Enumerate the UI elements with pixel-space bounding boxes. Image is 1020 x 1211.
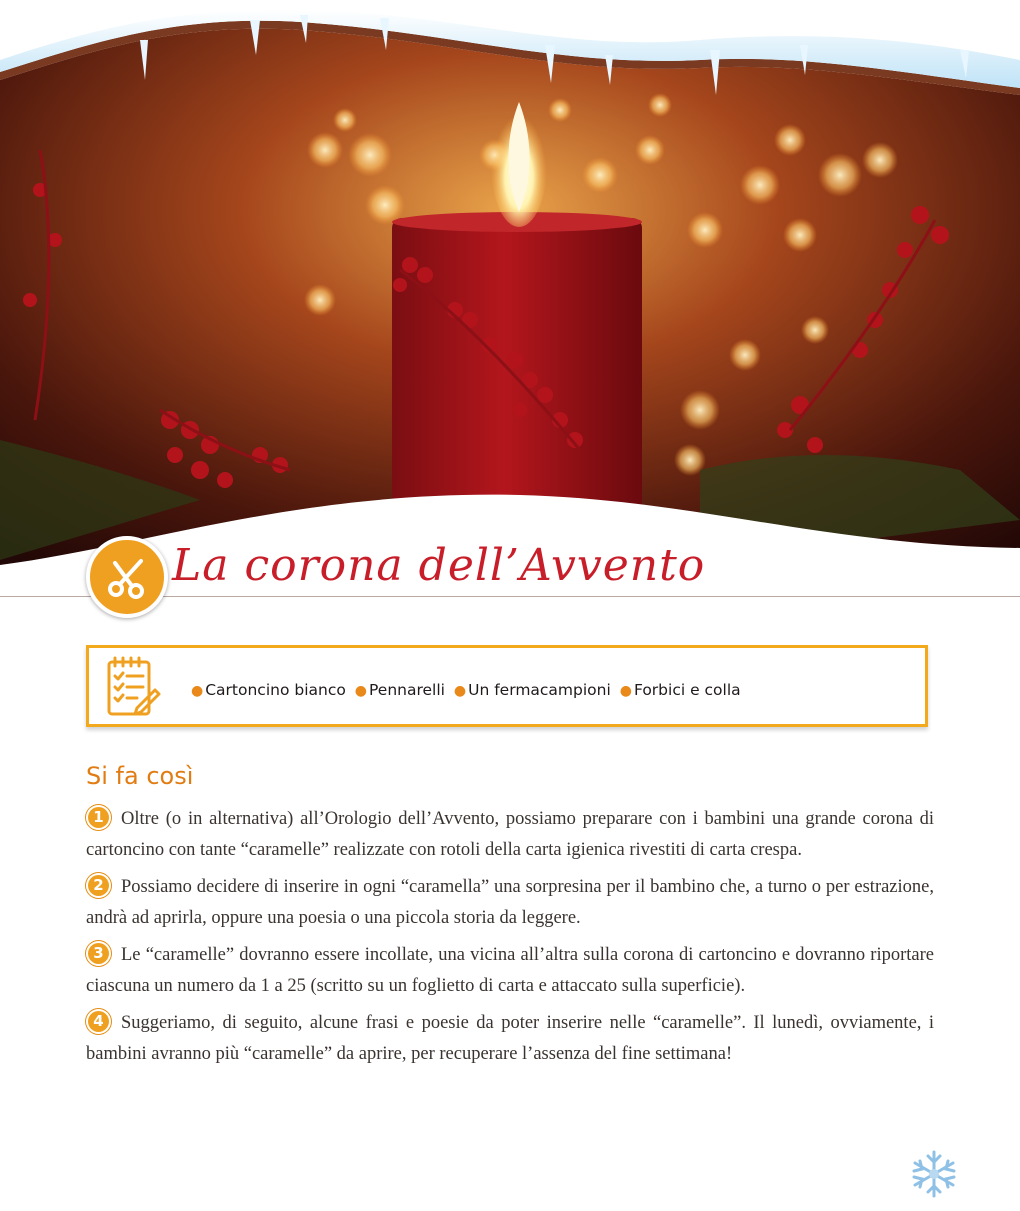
materials-list: ● Cartoncino bianco ● Pennarelli ● Un fermacampioni ● Forbici e colla xyxy=(191,681,741,699)
material-item: Un fermacampioni xyxy=(468,681,611,699)
activity-badge xyxy=(86,536,168,618)
checklist-pencil-icon xyxy=(103,656,163,720)
hero-candle-photo xyxy=(0,0,1020,600)
step-number: 1 xyxy=(86,805,111,830)
step-number: 2 xyxy=(86,873,111,898)
step-text: Possiamo decidere di inserire in ogni “caramella” una sorpresina per il bambino che, a turno o per estrazione, andrà ad aprirla, oppure una poesia o una piccola storia da leggere. xyxy=(86,877,934,928)
step-text: Oltre (o in alternativa) all’Orologio dell’Avvento, possiamo preparare con i bambini una grande corona di cartoncino con tante “caramelle” realizzate con rotoli della carta igienica rivestiti di carta crespa. xyxy=(86,809,934,860)
snowflake-icon xyxy=(908,1148,960,1200)
page-title: La corona dell’Avvento xyxy=(172,540,706,591)
steps-list xyxy=(86,804,934,1076)
material-item: Forbici e colla xyxy=(633,681,741,699)
step-item xyxy=(86,804,934,866)
materials-box xyxy=(86,645,928,727)
step-item xyxy=(86,940,934,1002)
step-number: 4 xyxy=(86,1009,111,1034)
step-text: Le “caramelle” dovranno essere incollate, una vicina all’altra sulla corona di cartoncino e dovranno riportare ciascuna un numero da 1 a 25 (scritto su un foglietto di carta e attaccato sulla superficie). xyxy=(86,945,934,996)
step-number: 3 xyxy=(86,941,111,966)
material-item: Pennarelli xyxy=(369,681,445,699)
step-item xyxy=(86,872,934,934)
step-text: Suggeriamo, di seguito, alcune frasi e poesie da poter inserire nelle “caramelle”. Il lunedì, ovviamente, i bambini avranno più “caramelle” da aprire, per recuperare l’assenza del fine settimana! xyxy=(86,1013,934,1064)
material-item: Cartoncino bianco xyxy=(205,681,346,699)
scissors-icon xyxy=(103,553,151,601)
section-title: Si fa così xyxy=(86,762,194,790)
step-item xyxy=(86,1008,934,1070)
